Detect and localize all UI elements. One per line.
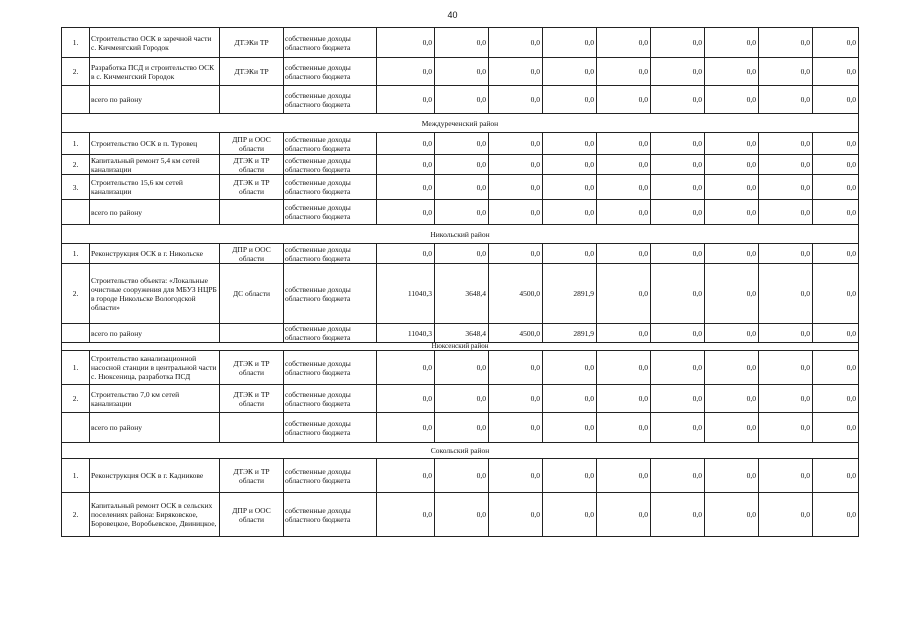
row-name: Капитальный ремонт ОСК в сельских поселениях района: Биряковское, Боровецкое, Воробьевское, Двиницкое, [90,493,220,537]
value-cell: 0,0 [705,28,759,58]
row-executor: ДТЭК и ТР области [220,155,284,175]
table-row [62,175,859,200]
value-cell: 0,0 [759,493,813,537]
value-cell: 0,0 [543,413,597,443]
row-executor [220,86,284,114]
value-cell: 0,0 [435,200,489,225]
row-funding-source: собственные доходы областного бюджета [284,244,377,264]
value-cell: 0,0 [705,86,759,114]
row-number: 3. [62,175,90,200]
section-row [62,443,859,459]
value-cell: 0,0 [705,324,759,343]
value-cell: 2891,9 [543,324,597,343]
value-cell: 0,0 [759,324,813,343]
value-cell: 3648,4 [435,264,489,324]
value-cell: 2891,9 [543,264,597,324]
section-title: Сокольский район [62,443,859,459]
row-executor [220,324,284,343]
value-cell: 0,0 [813,133,859,155]
value-cell: 0,0 [759,459,813,493]
row-funding-source: собственные доходы областного бюджета [284,175,377,200]
value-cell: 0,0 [435,58,489,86]
value-cell: 0,0 [705,155,759,175]
row-funding-source: собственные доходы областного бюджета [284,58,377,86]
value-cell: 0,0 [597,86,651,114]
value-cell: 0,0 [705,264,759,324]
value-cell: 0,0 [597,155,651,175]
row-name: Капитальный ремонт 5,4 км сетей канализации [90,155,220,175]
value-cell: 0,0 [435,86,489,114]
value-cell: 0,0 [705,385,759,413]
row-executor: ДТЭК и ТР области [220,385,284,413]
value-cell: 0,0 [759,385,813,413]
row-executor: ДТЭКи ТР [220,28,284,58]
row-name: Разработка ПСД и строительство ОСК в с. Кичменгский Городок [90,58,220,86]
row-funding-source: собственные доходы областного бюджета [284,155,377,175]
value-cell: 0,0 [597,58,651,86]
table-row [62,58,859,86]
value-cell: 0,0 [489,58,543,86]
value-cell: 0,0 [377,413,435,443]
row-funding-source: собственные доходы областного бюджета [284,133,377,155]
value-cell: 0,0 [597,385,651,413]
value-cell: 0,0 [597,351,651,385]
row-executor: ДТЭК и ТР области [220,351,284,385]
row-name: всего по району [90,86,220,114]
row-number: 1. [62,351,90,385]
table-row [62,413,859,443]
row-name: всего по району [90,324,220,343]
row-funding-source: собственные доходы областного бюджета [284,28,377,58]
value-cell: 0,0 [813,385,859,413]
value-cell: 0,0 [377,385,435,413]
table-row [62,264,859,324]
table-row [62,385,859,413]
value-cell: 0,0 [651,28,705,58]
row-executor: ДПР и ООС области [220,133,284,155]
value-cell: 0,0 [705,133,759,155]
value-cell: 0,0 [651,133,705,155]
value-cell: 11040,3 [377,324,435,343]
value-cell: 0,0 [705,244,759,264]
value-cell: 0,0 [489,351,543,385]
value-cell: 0,0 [377,155,435,175]
row-name: Строительство объекта: «Локальные очистные сооружения для МБУЗ НЦРБ в городе Никольске Вологодской области» [90,264,220,324]
row-name: Строительство 7,0 км сетей канализации [90,385,220,413]
value-cell: 0,0 [651,459,705,493]
value-cell: 0,0 [651,200,705,225]
value-cell: 0,0 [705,493,759,537]
row-number: 2. [62,385,90,413]
value-cell: 0,0 [813,86,859,114]
row-name: Строительство ОСК в п. Туровец [90,133,220,155]
row-funding-source: собственные доходы областного бюджета [284,385,377,413]
value-cell: 0,0 [705,413,759,443]
value-cell: 0,0 [813,413,859,443]
value-cell: 0,0 [705,459,759,493]
table-row [62,86,859,114]
table-row [62,155,859,175]
value-cell: 0,0 [597,264,651,324]
value-cell: 0,0 [705,351,759,385]
row-number: 1. [62,28,90,58]
row-name: Строительство 15,6 км сетей канализации [90,175,220,200]
row-number: 1. [62,133,90,155]
value-cell: 0,0 [377,133,435,155]
value-cell: 0,0 [543,244,597,264]
value-cell: 0,0 [597,28,651,58]
row-name: всего по району [90,200,220,225]
row-executor: ДПР и ООС области [220,493,284,537]
value-cell: 0,0 [543,351,597,385]
table-row [62,244,859,264]
row-number: 2. [62,155,90,175]
value-cell: 0,0 [543,459,597,493]
budget-table [61,27,859,537]
page-number: 40 [447,10,458,20]
value-cell: 0,0 [489,413,543,443]
row-funding-source: собственные доходы областного бюджета [284,324,377,343]
value-cell: 0,0 [543,28,597,58]
value-cell: 0,0 [813,493,859,537]
value-cell: 0,0 [435,493,489,537]
row-executor [220,200,284,225]
value-cell: 0,0 [759,351,813,385]
value-cell: 0,0 [597,200,651,225]
value-cell: 0,0 [597,244,651,264]
row-name: всего по району [90,413,220,443]
value-cell: 0,0 [813,175,859,200]
value-cell: 0,0 [377,493,435,537]
row-name: Строительство канализационной насосной станции в центральной части с. Нюксеница, разработка ПСД [90,351,220,385]
row-number: 2. [62,58,90,86]
row-number [62,413,90,443]
value-cell: 0,0 [543,86,597,114]
value-cell: 0,0 [651,264,705,324]
table-row [62,133,859,155]
value-cell: 0,0 [489,133,543,155]
value-cell: 0,0 [377,459,435,493]
value-cell: 0,0 [435,385,489,413]
value-cell: 0,0 [597,133,651,155]
value-cell: 0,0 [435,28,489,58]
table-row [62,351,859,385]
value-cell: 0,0 [813,324,859,343]
table-row [62,493,859,537]
value-cell: 0,0 [377,28,435,58]
value-cell: 0,0 [651,155,705,175]
value-cell: 0,0 [759,28,813,58]
row-executor: ДТЭКи ТР [220,58,284,86]
row-funding-source: собственные доходы областного бюджета [284,264,377,324]
value-cell: 0,0 [759,133,813,155]
value-cell: 0,0 [543,155,597,175]
value-cell: 3648,4 [435,324,489,343]
row-name: Строительство ОСК в заречной части с. Кичменгский Городок [90,28,220,58]
value-cell: 0,0 [489,200,543,225]
value-cell: 0,0 [759,155,813,175]
value-cell: 0,0 [759,58,813,86]
value-cell: 0,0 [543,58,597,86]
row-executor [220,413,284,443]
value-cell: 0,0 [377,86,435,114]
value-cell: 0,0 [543,133,597,155]
table-row [62,459,859,493]
value-cell: 0,0 [489,86,543,114]
value-cell: 0,0 [597,175,651,200]
value-cell: 0,0 [705,175,759,200]
row-number [62,324,90,343]
row-funding-source: собственные доходы областного бюджета [284,351,377,385]
value-cell: 0,0 [651,493,705,537]
row-name: Реконструкция ОСК в г. Никольске [90,244,220,264]
value-cell: 11040,3 [377,264,435,324]
value-cell: 0,0 [377,58,435,86]
row-funding-source: собственные доходы областного бюджета [284,493,377,537]
value-cell: 0,0 [543,493,597,537]
value-cell: 0,0 [435,155,489,175]
value-cell: 0,0 [597,413,651,443]
row-executor: ДТЭК и ТР области [220,175,284,200]
value-cell: 0,0 [651,385,705,413]
value-cell: 0,0 [705,58,759,86]
value-cell: 0,0 [597,324,651,343]
value-cell: 0,0 [489,385,543,413]
value-cell: 0,0 [377,175,435,200]
value-cell: 0,0 [377,244,435,264]
value-cell: 0,0 [759,413,813,443]
value-cell: 0,0 [813,459,859,493]
value-cell: 0,0 [651,324,705,343]
value-cell: 4500,0 [489,264,543,324]
section-row [62,114,859,133]
row-number: 1. [62,459,90,493]
table-row [62,28,859,58]
row-number [62,200,90,225]
row-executor: ДТЭК и ТР области [220,459,284,493]
value-cell: 0,0 [543,175,597,200]
section-row [62,225,859,244]
value-cell: 0,0 [651,58,705,86]
value-cell: 0,0 [813,200,859,225]
value-cell: 0,0 [651,86,705,114]
value-cell: 0,0 [759,175,813,200]
table-row [62,324,859,343]
section-title: Междуреченский район [62,114,859,133]
value-cell: 0,0 [759,200,813,225]
value-cell: 0,0 [489,459,543,493]
value-cell: 0,0 [813,264,859,324]
value-cell: 0,0 [435,133,489,155]
value-cell: 0,0 [651,244,705,264]
value-cell: 0,0 [489,155,543,175]
value-cell: 0,0 [489,28,543,58]
value-cell: 0,0 [435,459,489,493]
value-cell: 0,0 [759,264,813,324]
row-funding-source: собственные доходы областного бюджета [284,86,377,114]
value-cell: 0,0 [543,385,597,413]
value-cell: 0,0 [435,175,489,200]
row-number: 2. [62,493,90,537]
row-executor: ДПР и ООС области [220,244,284,264]
value-cell: 0,0 [651,175,705,200]
value-cell: 0,0 [759,86,813,114]
section-row [62,343,859,351]
row-executor: ДС области [220,264,284,324]
value-cell: 0,0 [435,351,489,385]
value-cell: 0,0 [489,244,543,264]
row-name: Реконструкция ОСК в г. Кадникове [90,459,220,493]
value-cell: 0,0 [597,493,651,537]
value-cell: 0,0 [813,58,859,86]
value-cell: 0,0 [813,351,859,385]
value-cell: 0,0 [759,244,813,264]
value-cell: 0,0 [597,459,651,493]
value-cell: 0,0 [651,413,705,443]
value-cell: 0,0 [813,28,859,58]
value-cell: 0,0 [435,244,489,264]
value-cell: 0,0 [377,351,435,385]
row-number: 1. [62,244,90,264]
section-title: Нюксенский район [62,343,859,351]
row-number: 2. [62,264,90,324]
value-cell: 0,0 [543,200,597,225]
value-cell: 0,0 [489,175,543,200]
value-cell: 0,0 [705,200,759,225]
row-number [62,86,90,114]
value-cell: 0,0 [813,244,859,264]
table-row [62,200,859,225]
value-cell: 0,0 [813,155,859,175]
section-title: Никольский район [62,225,859,244]
row-funding-source: собственные доходы областного бюджета [284,459,377,493]
row-funding-source: собственные доходы областного бюджета [284,413,377,443]
value-cell: 0,0 [435,413,489,443]
value-cell: 0,0 [489,493,543,537]
value-cell: 0,0 [377,200,435,225]
value-cell: 4500,0 [489,324,543,343]
value-cell: 0,0 [651,351,705,385]
row-funding-source: собственные доходы областного бюджета [284,200,377,225]
